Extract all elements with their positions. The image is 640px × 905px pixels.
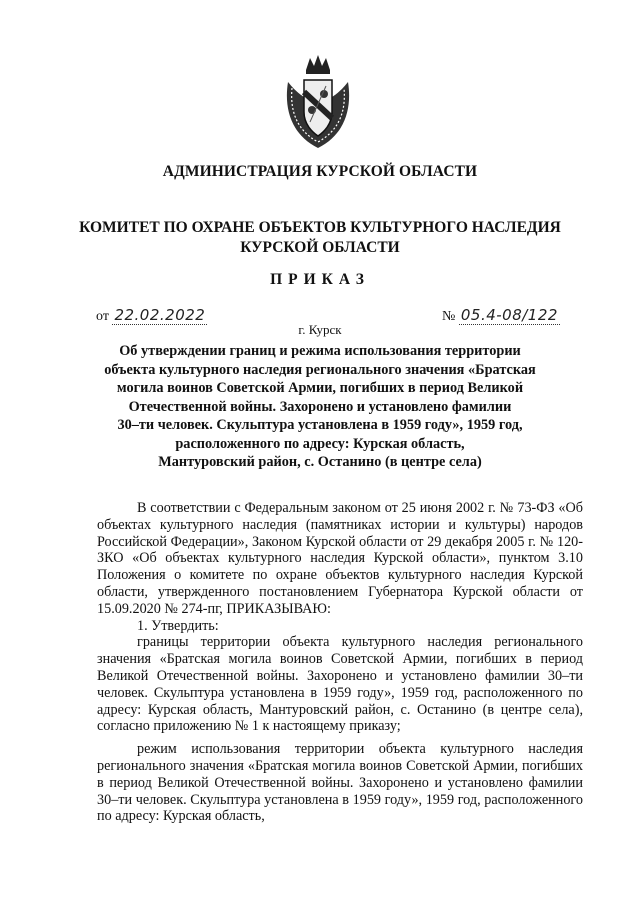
regime-paragraph: режим использования территории объекта культурного наследия регионального значения «Братская могила воинов Советской Армии, погибших в период Великой Отечественной войны. Захоронено и установлено фамилии 30–ти человек. Скульптура установлена в 1959 году», 1959 год, расположенного по адресу: Курская область, <box>97 741 583 825</box>
city-label: г. Курск <box>298 322 342 337</box>
item-1-heading: 1. Утвердить: <box>137 617 219 634</box>
committee-line-1: КОМИТЕТ ПО ОХРАНЕ ОБЪЕКТОВ КУЛЬТУРНОГО НАСЛЕДИЯ <box>79 219 561 236</box>
title-line: Об утверждении границ и режима использования территории <box>119 343 521 359</box>
title-line: 30–ти человек. Скульптура установлена в 1959 году», 1959 год, <box>117 417 523 433</box>
preamble-paragraph: В соответствии с Федеральным законом от 25 июня 2002 г. № 73-ФЗ «Об объектах культурного наследия (памятниках истории и культуры) народов Российской Федерации», Законом Курской области от 29 декабря 2005 г. № 120-ЗКО «Об объектах культурного наследия Курской области», пунктом 3.10 Положения о комитете по охране объектов культурного наследия Курской области, утвержденного постановлением Губернатора Курской области от 15.09.2020 № 274-пг, ПРИКАЗЫВАЮ: <box>97 500 583 617</box>
date-value: 22.02.2022 <box>114 306 206 324</box>
number-value: 05.4-08/122 <box>460 306 558 324</box>
committee-name <box>0 218 640 258</box>
number-prefix: № <box>442 309 456 324</box>
committee-line-2: КУРСКОЙ ОБЛАСТИ <box>240 239 400 256</box>
document-title <box>96 342 544 472</box>
title-line: могила воинов Советской Армии, погибших в период Великой <box>116 380 524 396</box>
document-type: ПРИКАЗ <box>270 271 370 288</box>
date-prefix: от <box>96 309 109 324</box>
borders-paragraph: границы территории объекта культурного наследия регионального значения «Братская могила воинов Советской Армии, погибших в период Великой Отечественной войны. Захоронено и установлено фамилии 30–ти человек. Скульптура установлена в 1959 году», 1959 год, расположенного по адресу: Курская область, Мантуровский район, с. Останино (в центре села), согласно приложению № 1 к настоящему приказу; <box>97 634 583 735</box>
title-line: объекта культурного наследия регионального значения «Братская <box>104 361 536 378</box>
title-line: Мантуровский район, с. Останино (в центре села) <box>158 454 482 470</box>
document-body <box>97 500 583 825</box>
organization-name: АДМИНИСТРАЦИЯ КУРСКОЙ ОБЛАСТИ <box>162 163 478 180</box>
title-line: расположенного по адресу: Курская область, <box>175 435 465 452</box>
coat-of-arms-icon <box>280 52 356 152</box>
title-line: Отечественной войны. Захоронено и установлено фамилии <box>128 398 512 415</box>
